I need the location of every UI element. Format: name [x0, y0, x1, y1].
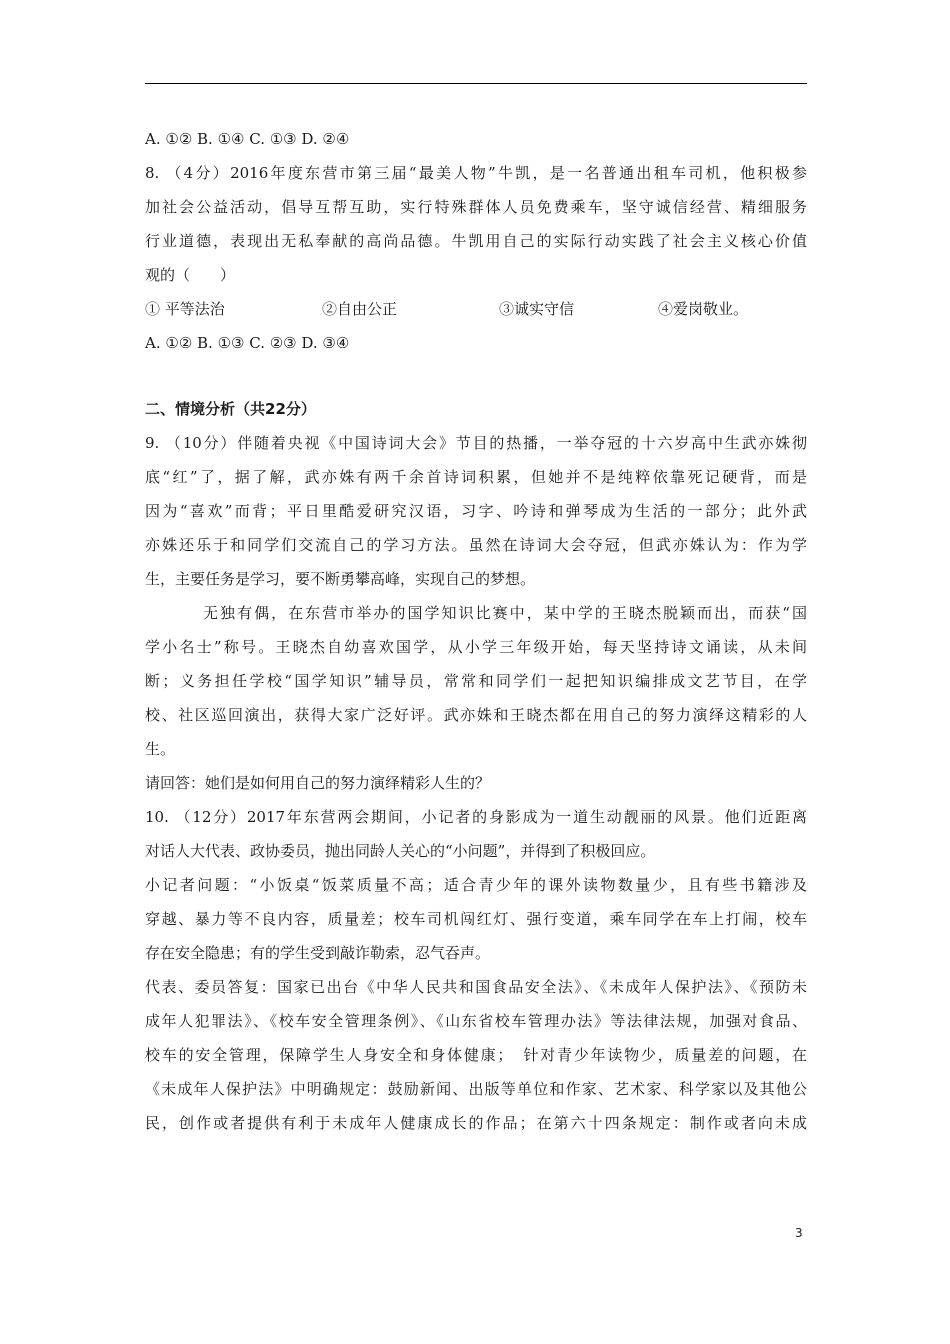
q10-line: 小记者问题：“小饭桌“饭菜质量不高；适合青少年的课外读物数量少，且有些书籍涉及	[145, 876, 807, 894]
q10-line: 校车的安全管理，保障学生人身安全和身体健康； 针对青少年读物少，质量差的问题，在	[145, 1046, 807, 1064]
q9-paragraph-2	[145, 596, 807, 766]
q9-line: 断；义务担任学校“国学知识”辅导员，常常和同学们一起把知识编排成文艺节目，在学	[145, 672, 807, 690]
q8-line: 加社会公益活动，倡导互帮互助，实行特殊群体人员免费乘车，坚守诚信经营、精细服务	[145, 198, 807, 216]
q7-answer-options: A. ①② B. ①④ C. ①③ D. ②④	[145, 130, 350, 148]
section-heading: 二、情境分析（共22分）	[145, 400, 316, 418]
q10-line: 民，创作或者提供有利于未成年人健康成长的作品；在第六十四条规定：制作或者向未成	[145, 1114, 807, 1132]
q8-choice-1: ① 平等法治	[145, 300, 225, 318]
q9-line: 因为“喜欢”而背；平日里酷爱研究汉语，习字、吟诗和弹琴成为生活的一部分；此外武	[145, 502, 807, 520]
page-number: 3	[795, 1226, 803, 1240]
q9-line: 亦姝还乐于和同学们交流自己的学习方法。虽然在诗词大会夺冠，但武亦姝认为：作为学	[145, 536, 807, 554]
q8-line: 8. （4分）2016年度东营市第三届“最美人物”牛凯，是一名普通出租车司机，他积极参	[145, 164, 807, 182]
q10-reporter-question	[145, 868, 807, 970]
q8-choice-2: ②自由公正	[322, 300, 398, 318]
header-rule	[145, 83, 807, 84]
q8-line: 行业道德，表现出无私奉献的高尚品德。牛凯用自己的实际行动实践了社会主义核心价值	[145, 232, 807, 250]
q9-line: 校、社区巡回演出，获得大家广泛好评。武亦姝和王晓杰都在用自己的努力演绎这精彩的人	[145, 706, 807, 724]
q9-prompt: 请回答：她们是如何用自己的努力演绎精彩人生的？	[145, 774, 491, 792]
q8-choices	[145, 292, 807, 326]
q10-line: 10. （12分）2017年东营两会期间，小记者的身影成为一道生动靓丽的风景。他们近距离	[145, 808, 807, 826]
q10-line: 对话人大代表、政协委员，抛出同龄人关心的“小问题”，并得到了积极回应。	[145, 842, 656, 860]
q8-line: 观的（ ）	[145, 266, 236, 284]
q8-answer-options: A. ①② B. ①③ C. ②③ D. ③④	[145, 334, 350, 352]
q9-line: 学小名士”称号。王晓杰自幼喜欢国学，从小学三年级开始，每天坚持诗文诵读，从未间	[145, 638, 807, 656]
page-content	[145, 122, 807, 1140]
q9-line: 生。	[145, 740, 176, 758]
q8-choice-4: ④爱岗敬业。	[658, 300, 749, 318]
q10-line: 代表、委员答复：国家已出台《中华人民共和国食品安全法》、《未成年人保护法》、《预防未	[145, 978, 807, 996]
q10-official-reply	[145, 970, 807, 1140]
q10-line: 存在安全隐患；有的学生受到敲诈勒索，忍气吞声。	[145, 944, 491, 962]
q10-line: 穿越、暴力等不良内容，质量差；校车司机闯红灯、强行变道，乘车同学在车上打闹，校车	[145, 910, 807, 928]
q10-line: 《未成年人保护法》中明确规定：鼓励新闻、出版等单位和作家、艺术家、科学家以及其他公	[145, 1080, 807, 1098]
q10-line: 成年人犯罪法》、《校车安全管理条例》、《山东省校车管理办法》等法律法规，加强对食品、	[145, 1012, 807, 1030]
q8-choice-3: ③诚实守信	[499, 300, 575, 318]
q10-intro	[145, 800, 807, 868]
q9-line: 生，主要任务是学习，要不断勇攀高峰，实现自己的梦想。	[145, 570, 536, 588]
q9-line: 无独有偶，在东营市举办的国学知识比赛中，某中学的王晓杰脱颖而出，而获“国	[203, 604, 807, 622]
q9-paragraph-1	[145, 426, 807, 596]
q9-line: 底“红”了，据了解，武亦姝有两千余首诗词积累，但她并不是纯粹依靠死记硬背，而是	[145, 468, 807, 486]
q9-line: 9. （10分）伴随着央视《中国诗词大会》节目的热播，一举夺冠的十六岁高中生武亦姝彻	[145, 434, 807, 452]
q8-stem	[145, 156, 807, 292]
